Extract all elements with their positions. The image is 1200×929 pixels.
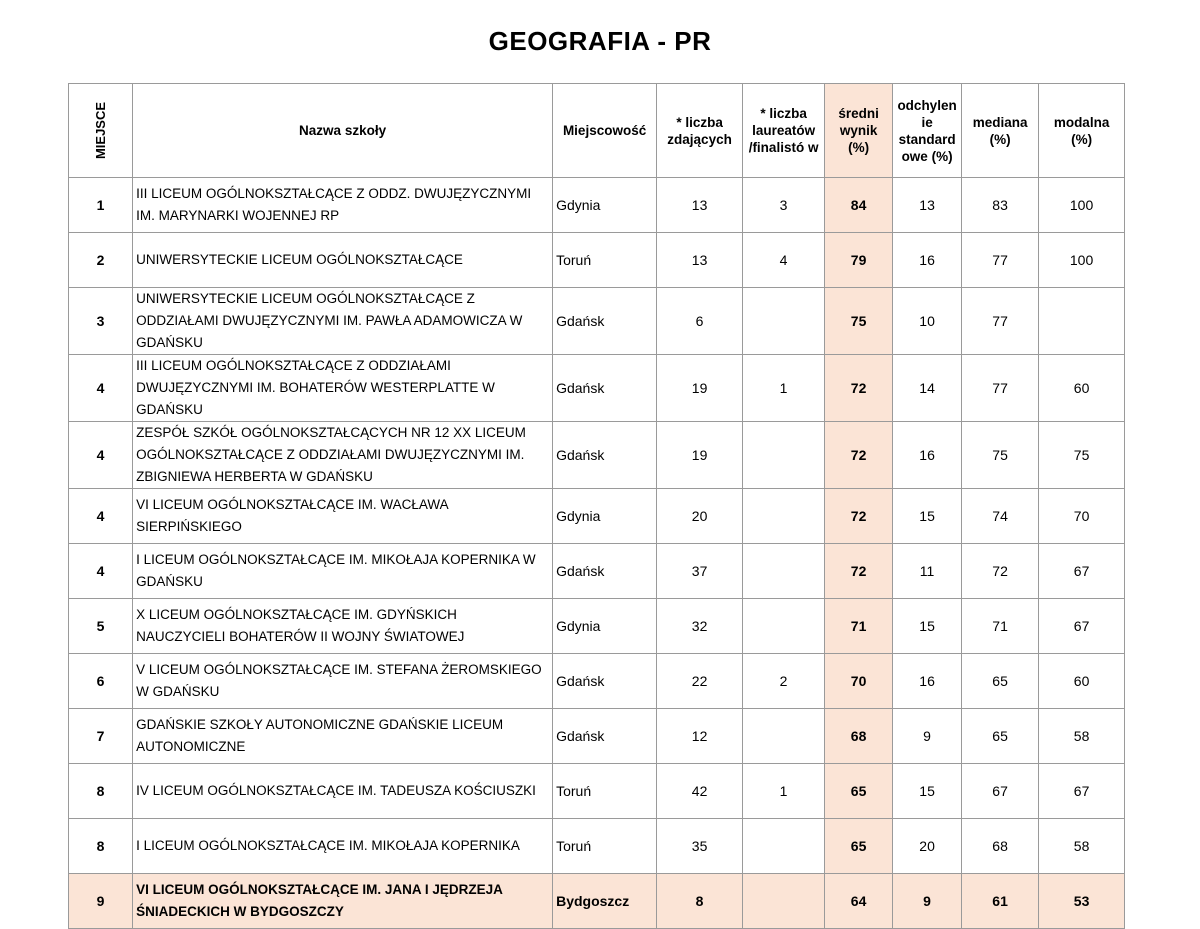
median-cell: 83	[962, 178, 1039, 233]
median-cell: 71	[962, 599, 1039, 654]
laureates-cell	[743, 422, 825, 489]
school-cell: I LICEUM OGÓLNOKSZTAŁCĄCE IM. MIKOŁAJA KOPERNIKA W GDAŃSKU	[133, 544, 553, 599]
rank-cell: 4	[69, 489, 133, 544]
school-cell: IV LICEUM OGÓLNOKSZTAŁCĄCE IM. TADEUSZA KOŚCIUSZKI	[133, 764, 553, 819]
city-cell: Bydgoszcz	[553, 874, 657, 929]
table-row	[69, 422, 1125, 489]
mode-cell: 53	[1039, 874, 1125, 929]
count-cell: 37	[657, 544, 743, 599]
median-cell: 72	[962, 544, 1039, 599]
count-cell: 6	[657, 288, 743, 355]
laureates-cell	[743, 544, 825, 599]
col-header-rank	[69, 84, 133, 178]
school-cell: GDAŃSKIE SZKOŁY AUTONOMICZNE GDAŃSKIE LICEUM AUTONOMICZNE	[133, 709, 553, 764]
city-cell: Toruń	[553, 764, 657, 819]
stddev-cell: 15	[893, 489, 962, 544]
avg-cell: 64	[825, 874, 893, 929]
rank-cell: 9	[69, 874, 133, 929]
avg-cell: 72	[825, 489, 893, 544]
table-row	[69, 544, 1125, 599]
mode-cell: 67	[1039, 544, 1125, 599]
avg-cell: 72	[825, 355, 893, 422]
school-cell: VI LICEUM OGÓLNOKSZTAŁCĄCE IM. JANA I JĘDRZEJA ŚNIADECKICH W BYDGOSZCZY	[133, 874, 553, 929]
rank-cell: 4	[69, 355, 133, 422]
table-row-highlighted	[69, 874, 1125, 929]
col-header-city: Miejscowość	[553, 84, 657, 178]
count-cell: 42	[657, 764, 743, 819]
avg-cell: 65	[825, 819, 893, 874]
col-header-count: * liczba zdających	[657, 84, 743, 178]
count-cell: 12	[657, 709, 743, 764]
rank-cell: 5	[69, 599, 133, 654]
stddev-cell: 13	[893, 178, 962, 233]
laureates-cell	[743, 288, 825, 355]
table-row	[69, 599, 1125, 654]
laureates-cell: 1	[743, 764, 825, 819]
laureates-cell	[743, 489, 825, 544]
stddev-cell: 14	[893, 355, 962, 422]
median-cell: 77	[962, 355, 1039, 422]
col-header-stddev: odchylen ie standard owe (%)	[893, 84, 962, 178]
rank-cell: 8	[69, 819, 133, 874]
count-cell: 13	[657, 233, 743, 288]
col-header-school: Nazwa szkoły	[133, 84, 553, 178]
school-cell: III LICEUM OGÓLNOKSZTAŁCĄCE Z ODDZ. DWUJĘZYCZNYMI IM. MARYNARKI WOJENNEJ RP	[133, 178, 553, 233]
school-cell: VI LICEUM OGÓLNOKSZTAŁCĄCE IM. WACŁAWA SIERPIŃSKIEGO	[133, 489, 553, 544]
count-cell: 20	[657, 489, 743, 544]
rank-cell: 1	[69, 178, 133, 233]
avg-cell: 65	[825, 764, 893, 819]
count-cell: 22	[657, 654, 743, 709]
laureates-cell	[743, 709, 825, 764]
city-cell: Gdynia	[553, 599, 657, 654]
mode-cell: 75	[1039, 422, 1125, 489]
stddev-cell: 9	[893, 709, 962, 764]
school-cell: UNIWERSYTECKIE LICEUM OGÓLNOKSZTAŁCĄCE	[133, 233, 553, 288]
col-header-mode: modalna (%)	[1039, 84, 1125, 178]
rank-cell: 8	[69, 764, 133, 819]
stddev-cell: 9	[893, 874, 962, 929]
laureates-cell: 4	[743, 233, 825, 288]
mode-cell: 60	[1039, 355, 1125, 422]
table-row	[69, 654, 1125, 709]
avg-cell: 72	[825, 544, 893, 599]
city-cell: Gdańsk	[553, 355, 657, 422]
stddev-cell: 16	[893, 654, 962, 709]
stddev-cell: 20	[893, 819, 962, 874]
median-cell: 77	[962, 233, 1039, 288]
table-row	[69, 288, 1125, 355]
school-cell: I LICEUM OGÓLNOKSZTAŁCĄCE IM. MIKOŁAJA KOPERNIKA	[133, 819, 553, 874]
table-body	[69, 178, 1125, 929]
city-cell: Gdynia	[553, 489, 657, 544]
rank-cell: 7	[69, 709, 133, 764]
city-cell: Gdańsk	[553, 709, 657, 764]
mode-cell: 100	[1039, 233, 1125, 288]
city-cell: Gdańsk	[553, 544, 657, 599]
stddev-cell: 15	[893, 599, 962, 654]
count-cell: 19	[657, 422, 743, 489]
city-cell: Gdańsk	[553, 654, 657, 709]
table-row	[69, 178, 1125, 233]
median-cell: 74	[962, 489, 1039, 544]
rank-cell: 3	[69, 288, 133, 355]
avg-cell: 75	[825, 288, 893, 355]
city-cell: Toruń	[553, 233, 657, 288]
median-cell: 77	[962, 288, 1039, 355]
mode-cell	[1039, 288, 1125, 355]
avg-cell: 68	[825, 709, 893, 764]
school-cell: UNIWERSYTECKIE LICEUM OGÓLNOKSZTAŁCĄCE Z ODDZIAŁAMI DWUJĘZYCZNYMI IM. PAWŁA ADAMOWICZA W GDAŃSKU	[133, 288, 553, 355]
table-row	[69, 233, 1125, 288]
rank-cell: 6	[69, 654, 133, 709]
stddev-cell: 15	[893, 764, 962, 819]
laureates-cell: 2	[743, 654, 825, 709]
mode-cell: 67	[1039, 599, 1125, 654]
col-header-rank-label: MIEJSCE	[93, 101, 109, 160]
laureates-cell	[743, 599, 825, 654]
rank-cell: 2	[69, 233, 133, 288]
table-row	[69, 819, 1125, 874]
city-cell: Gdańsk	[553, 288, 657, 355]
city-cell: Gdynia	[553, 178, 657, 233]
median-cell: 67	[962, 764, 1039, 819]
avg-cell: 84	[825, 178, 893, 233]
laureates-cell	[743, 874, 825, 929]
header-row	[69, 84, 1125, 178]
table-row	[69, 764, 1125, 819]
mode-cell: 70	[1039, 489, 1125, 544]
school-cell: ZESPÓŁ SZKÓŁ OGÓLNOKSZTAŁCĄCYCH NR 12 XX LICEUM OGÓLNOKSZTAŁCĄCE Z ODDZIAŁAMI DWUJĘZYCZNYMI IM. ZBIGNIEWA HERBERTA W GDAŃSKU	[133, 422, 553, 489]
avg-cell: 79	[825, 233, 893, 288]
col-header-median: mediana (%)	[962, 84, 1039, 178]
table-row	[69, 355, 1125, 422]
median-cell: 61	[962, 874, 1039, 929]
count-cell: 19	[657, 355, 743, 422]
mode-cell: 67	[1039, 764, 1125, 819]
school-cell: V LICEUM OGÓLNOKSZTAŁCĄCE IM. STEFANA ŻEROMSKIEGO W GDAŃSKU	[133, 654, 553, 709]
laureates-cell: 3	[743, 178, 825, 233]
mode-cell: 100	[1039, 178, 1125, 233]
col-header-laureates: * liczba laureatów /finalistó w	[743, 84, 825, 178]
count-cell: 32	[657, 599, 743, 654]
laureates-cell: 1	[743, 355, 825, 422]
school-cell: III LICEUM OGÓLNOKSZTAŁCĄCE Z ODDZIAŁAMI DWUJĘZYCZNYMI IM. BOHATERÓW WESTERPLATTE W GDAŃSKU	[133, 355, 553, 422]
mode-cell: 58	[1039, 819, 1125, 874]
avg-cell: 70	[825, 654, 893, 709]
rank-cell: 4	[69, 422, 133, 489]
count-cell: 13	[657, 178, 743, 233]
median-cell: 65	[962, 654, 1039, 709]
stddev-cell: 16	[893, 233, 962, 288]
school-cell: X LICEUM OGÓLNOKSZTAŁCĄCE IM. GDYŃSKICH NAUCZYCIELI BOHATERÓW II WOJNY ŚWIATOWEJ	[133, 599, 553, 654]
avg-cell: 71	[825, 599, 893, 654]
avg-cell: 72	[825, 422, 893, 489]
stddev-cell: 11	[893, 544, 962, 599]
page-title: GEOGRAFIA - PR	[488, 26, 712, 56]
table-row	[69, 709, 1125, 764]
stddev-cell: 16	[893, 422, 962, 489]
median-cell: 75	[962, 422, 1039, 489]
col-header-avg: średni wynik (%)	[825, 84, 893, 178]
stddev-cell: 10	[893, 288, 962, 355]
mode-cell: 60	[1039, 654, 1125, 709]
median-cell: 65	[962, 709, 1039, 764]
rank-cell: 4	[69, 544, 133, 599]
mode-cell: 58	[1039, 709, 1125, 764]
table-row	[69, 489, 1125, 544]
count-cell: 8	[657, 874, 743, 929]
median-cell: 68	[962, 819, 1039, 874]
laureates-cell	[743, 819, 825, 874]
count-cell: 35	[657, 819, 743, 874]
city-cell: Toruń	[553, 819, 657, 874]
city-cell: Gdańsk	[553, 422, 657, 489]
results-table	[68, 83, 1125, 929]
